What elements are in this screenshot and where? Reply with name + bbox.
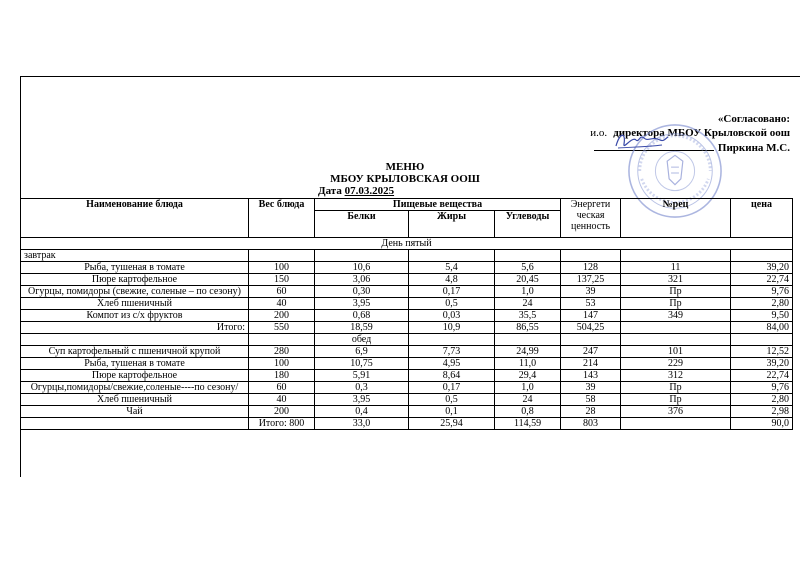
table-row xyxy=(21,358,793,370)
dish-energy: 147 xyxy=(561,310,621,322)
approval-name: Пиркина М.С. xyxy=(717,142,790,154)
dish-fat: 5,4 xyxy=(409,262,495,274)
table-row xyxy=(21,298,793,310)
empty-cell xyxy=(621,250,731,262)
dish-name: Хлеб пшеничный xyxy=(21,394,249,406)
total-fat: 25,94 xyxy=(409,418,495,430)
dish-carbs: 20,45 xyxy=(495,274,561,286)
dish-name: Пюре картофельное xyxy=(21,274,249,286)
dish-weight: 180 xyxy=(249,370,315,382)
breakfast-section-row xyxy=(21,250,793,262)
empty-cell xyxy=(621,334,731,346)
col-header-recipe: №рец xyxy=(621,199,731,238)
dish-weight: 60 xyxy=(249,382,315,394)
total-weight: 550 xyxy=(249,322,315,334)
total-energy: 504,25 xyxy=(561,322,621,334)
dish-weight: 200 xyxy=(249,406,315,418)
dish-protein: 0,68 xyxy=(315,310,409,322)
dish-price: 2,98 xyxy=(731,406,793,418)
approval-prefix: и.о. xyxy=(590,127,608,139)
dish-fat: 0,1 xyxy=(409,406,495,418)
dish-recipe: 101 xyxy=(621,346,731,358)
dish-carbs: 24,99 xyxy=(495,346,561,358)
dish-price: 39,20 xyxy=(731,262,793,274)
table-row xyxy=(21,346,793,358)
empty-cell xyxy=(495,334,561,346)
dish-recipe: 312 xyxy=(621,370,731,382)
dish-carbs: 24 xyxy=(495,298,561,310)
dish-name: Пюре картофельное xyxy=(21,370,249,382)
dish-fat: 8,64 xyxy=(409,370,495,382)
empty-cell xyxy=(409,334,495,346)
dish-recipe: 376 xyxy=(621,406,731,418)
col-header-energy: Энергети ческая ценность xyxy=(561,199,621,238)
menu-date xyxy=(300,185,510,197)
col-header-nutrients: Пищевые вещества xyxy=(315,199,561,211)
dish-fat: 0,03 xyxy=(409,310,495,322)
dish-protein: 0,4 xyxy=(315,406,409,418)
dish-recipe: Пр xyxy=(621,286,731,298)
dish-weight: 100 xyxy=(249,358,315,370)
dish-carbs: 1,0 xyxy=(495,382,561,394)
total-protein: 33,0 xyxy=(315,418,409,430)
total-protein: 18,59 xyxy=(315,322,409,334)
dish-recipe: 349 xyxy=(621,310,731,322)
total-recipe xyxy=(621,418,731,430)
dish-fat: 0,17 xyxy=(409,382,495,394)
table-row xyxy=(21,262,793,274)
dish-fat: 7,73 xyxy=(409,346,495,358)
dish-weight: 100 xyxy=(249,262,315,274)
table-row xyxy=(21,382,793,394)
total-carbs: 86,55 xyxy=(495,322,561,334)
col-header-price: цена xyxy=(731,199,793,238)
lunch-section-row xyxy=(21,334,793,346)
lunch-section-label: обед xyxy=(315,334,409,346)
total-label: Итого: xyxy=(21,322,249,334)
empty-cell xyxy=(731,250,793,262)
dish-energy: 128 xyxy=(561,262,621,274)
menu-title xyxy=(300,161,510,197)
dish-protein: 10,6 xyxy=(315,262,409,274)
dish-energy: 39 xyxy=(561,382,621,394)
dish-protein: 10,75 xyxy=(315,358,409,370)
total-price: 84,00 xyxy=(731,322,793,334)
dish-name: Чай xyxy=(21,406,249,418)
dish-name: Суп картофельный с пшеничной крупой xyxy=(21,346,249,358)
total-price: 90,0 xyxy=(731,418,793,430)
dish-protein: 3,06 xyxy=(315,274,409,286)
dish-weight: 40 xyxy=(249,298,315,310)
signature-icon xyxy=(610,128,670,154)
dish-price: 9,76 xyxy=(731,286,793,298)
dish-carbs: 1,0 xyxy=(495,286,561,298)
approval-position: директора МБОУ Крыловской оош xyxy=(613,127,790,139)
lunch-total-row xyxy=(21,418,793,430)
dish-energy: 143 xyxy=(561,370,621,382)
col-header-protein: Белки xyxy=(315,211,409,238)
dish-energy: 39 xyxy=(561,286,621,298)
date-label: Дата xyxy=(318,185,342,197)
dish-carbs: 35,5 xyxy=(495,310,561,322)
dish-price: 39,20 xyxy=(731,358,793,370)
dish-protein: 3,95 xyxy=(315,394,409,406)
empty-cell xyxy=(561,250,621,262)
table-row xyxy=(21,310,793,322)
total-energy: 803 xyxy=(561,418,621,430)
dish-price: 9,76 xyxy=(731,382,793,394)
empty-cell xyxy=(21,334,249,346)
dish-price: 22,74 xyxy=(731,370,793,382)
dish-fat: 0,5 xyxy=(409,298,495,310)
col-header-fat: Жиры xyxy=(409,211,495,238)
menu-table xyxy=(20,198,793,430)
dish-protein: 3,95 xyxy=(315,298,409,310)
dish-fat: 4,95 xyxy=(409,358,495,370)
dish-carbs: 24 xyxy=(495,394,561,406)
total-fat: 10,9 xyxy=(409,322,495,334)
dish-weight: 200 xyxy=(249,310,315,322)
dish-weight: 150 xyxy=(249,274,315,286)
dish-name: Компот из с/х фруктов xyxy=(21,310,249,322)
table-row xyxy=(21,286,793,298)
dish-name: Рыба, тушеная в томате xyxy=(21,358,249,370)
dish-energy: 247 xyxy=(561,346,621,358)
table-row xyxy=(21,274,793,286)
breakfast-section-label: завтрак xyxy=(21,250,249,262)
empty-cell xyxy=(315,250,409,262)
empty-cell xyxy=(249,250,315,262)
date-value: 07.03.2025 xyxy=(344,185,395,197)
dish-fat: 0,17 xyxy=(409,286,495,298)
dish-price: 12,52 xyxy=(731,346,793,358)
dish-fat: 4,8 xyxy=(409,274,495,286)
dish-price: 22,74 xyxy=(731,274,793,286)
dish-protein: 0,3 xyxy=(315,382,409,394)
dish-carbs: 29,4 xyxy=(495,370,561,382)
dish-name: Рыба, тушеная в томате xyxy=(21,262,249,274)
empty-cell xyxy=(495,250,561,262)
day-label: День пятый xyxy=(21,238,793,250)
empty-cell xyxy=(731,334,793,346)
dish-recipe: 229 xyxy=(621,358,731,370)
dish-energy: 53 xyxy=(561,298,621,310)
dish-weight: 60 xyxy=(249,286,315,298)
dish-fat: 0,5 xyxy=(409,394,495,406)
table-row xyxy=(21,370,793,382)
approval-line-1: «Согласовано: xyxy=(717,113,790,125)
dish-recipe: Пр xyxy=(621,382,731,394)
dish-energy: 214 xyxy=(561,358,621,370)
dish-carbs: 11,0 xyxy=(495,358,561,370)
col-header-carbs: Углеводы xyxy=(495,211,561,238)
menu-table-body xyxy=(21,238,793,430)
dish-recipe: Пр xyxy=(621,298,731,310)
dish-protein: 0,30 xyxy=(315,286,409,298)
dish-energy: 58 xyxy=(561,394,621,406)
empty-cell xyxy=(561,334,621,346)
day-row xyxy=(21,238,793,250)
empty-cell xyxy=(21,418,249,430)
dish-price: 2,80 xyxy=(731,394,793,406)
title-line-1: МЕНЮ xyxy=(385,161,425,173)
dish-name: Огурцы,помидоры/свежие,соленые----по сезону/ xyxy=(21,382,249,394)
total-recipe xyxy=(621,322,731,334)
dish-weight: 40 xyxy=(249,394,315,406)
table-row xyxy=(21,394,793,406)
dish-protein: 6,9 xyxy=(315,346,409,358)
breakfast-total-row xyxy=(21,322,793,334)
empty-cell xyxy=(409,250,495,262)
col-header-weight: Вес блюда xyxy=(249,199,315,238)
dish-protein: 5,91 xyxy=(315,370,409,382)
dish-energy: 28 xyxy=(561,406,621,418)
total-carbs: 114,59 xyxy=(495,418,561,430)
dish-energy: 137,25 xyxy=(561,274,621,286)
title-line-2: МБОУ КРЫЛОВСКАЯ ООШ xyxy=(330,173,480,185)
dish-price: 2,80 xyxy=(731,298,793,310)
dish-recipe: Пр xyxy=(621,394,731,406)
header-row-1 xyxy=(21,199,793,211)
dish-name: Хлеб пшеничный xyxy=(21,298,249,310)
dish-recipe: 11 xyxy=(621,262,731,274)
dish-price: 9,50 xyxy=(731,310,793,322)
dish-carbs: 0,8 xyxy=(495,406,561,418)
total-label: Итого: 800 xyxy=(249,418,315,430)
table-row xyxy=(21,406,793,418)
dish-recipe: 321 xyxy=(621,274,731,286)
dish-name: Огурцы, помидоры (свежие, соленые – по сезону) xyxy=(21,286,249,298)
dish-carbs: 5,6 xyxy=(495,262,561,274)
empty-cell xyxy=(249,334,315,346)
dish-weight: 280 xyxy=(249,346,315,358)
col-header-name: Наименование блюда xyxy=(21,199,249,238)
